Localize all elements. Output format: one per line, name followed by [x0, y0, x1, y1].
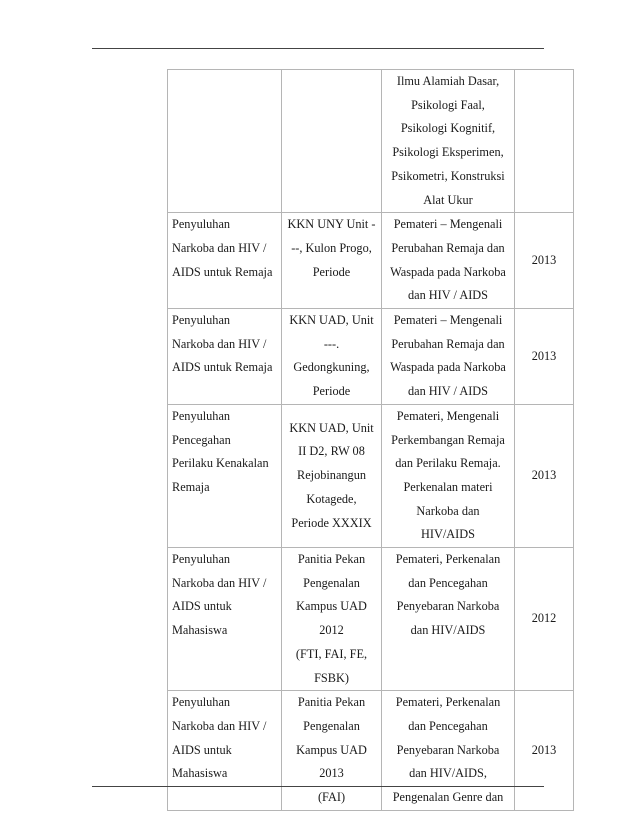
role-line: Pemateri, Perkenalan: [395, 695, 501, 710]
activities-table: [167, 69, 574, 811]
role-line: Perkembangan Remaja: [391, 432, 505, 447]
role-line: Pemateri, Perkenalan: [395, 552, 501, 567]
table-body: [168, 70, 574, 811]
role-cell: [382, 548, 515, 691]
table-row: [168, 70, 574, 213]
header-rule: [92, 48, 544, 49]
table-row: [168, 213, 574, 309]
role-line: dan Pencegahan: [408, 718, 488, 733]
year-cell: 2013: [515, 691, 574, 811]
role-line: Psikometri, Konstruksi: [391, 168, 505, 183]
role-line: Pemateri, Mengenali: [396, 408, 500, 423]
table-row: [168, 691, 574, 811]
role-line: dan HIV / AIDS: [407, 288, 489, 303]
organizer-line: --, Kulon Progo,: [291, 240, 372, 255]
role-line: dan HIV/AIDS,: [409, 766, 487, 781]
activity-line: AIDS untuk: [172, 599, 232, 614]
role-cell: [382, 309, 515, 405]
organizer-cell: [282, 548, 382, 691]
role-cell: [382, 213, 515, 309]
activity-line: AIDS untuk Remaja: [172, 264, 273, 279]
organizer-cell: [282, 404, 382, 547]
activity-line: Penyuluhan: [172, 313, 231, 328]
organizer-line: Pengenalan: [303, 575, 360, 590]
organizer-cell: [282, 691, 382, 811]
organizer-line: Rejobinangun: [297, 468, 366, 483]
role-line: Pengenalan Genre dan: [392, 790, 504, 805]
role-line: dan HIV/AIDS: [410, 623, 486, 638]
year-cell: 2012: [515, 548, 574, 691]
organizer-line: ---.: [323, 336, 340, 351]
role-cell: [382, 404, 515, 547]
role-line: Psikologi Faal,: [411, 97, 485, 112]
role-line: Psikologi Kognitif,: [400, 121, 496, 136]
organizer-line: Periode: [312, 384, 351, 399]
organizer-line: Periode: [312, 264, 351, 279]
activity-cell: [168, 691, 282, 811]
year-cell: 2013: [515, 309, 574, 405]
organizer-line: 2013: [319, 766, 344, 781]
activity-line: Narkoba dan HIV /: [172, 336, 267, 351]
role-line: dan Pencegahan: [408, 575, 488, 590]
year-cell: [515, 70, 574, 213]
role-line: Pemateri – Mengenali: [393, 217, 503, 232]
activity-cell: [168, 213, 282, 309]
role-line: Alat Ukur: [423, 192, 473, 207]
organizer-line: Periode XXXIX: [291, 515, 372, 530]
role-line: Waspada pada Narkoba: [390, 360, 506, 375]
role-line: HIV/AIDS: [421, 527, 475, 542]
role-line: Pemateri – Mengenali: [393, 313, 503, 328]
activity-line: Penyuluhan: [172, 217, 231, 232]
role-line: dan HIV / AIDS: [407, 384, 489, 399]
activity-line: Narkoba dan HIV /: [172, 575, 267, 590]
year-cell: 2013: [515, 404, 574, 547]
activity-line: Mahasiswa: [172, 766, 228, 781]
role-line: Ilmu Alamiah Dasar,: [396, 74, 500, 88]
year-cell: 2013: [515, 213, 574, 309]
organizer-line: Kotagede,: [306, 491, 357, 506]
table-row: [168, 548, 574, 691]
organizer-line: Panitia Pekan: [297, 695, 366, 710]
organizer-cell: [282, 309, 382, 405]
activity-cell: [168, 404, 282, 547]
organizer-line: KKN UAD, Unit: [289, 420, 374, 435]
activity-cell: [168, 70, 282, 213]
activity-line: Pencegahan: [172, 432, 231, 447]
organizer-line: Panitia Pekan: [297, 552, 366, 567]
activity-line: Narkoba dan HIV /: [172, 718, 267, 733]
role-line: Penyebaran Narkoba: [396, 599, 500, 614]
activity-line: Perilaku Kenakalan: [172, 456, 269, 471]
activity-line: AIDS untuk Remaja: [172, 360, 273, 375]
role-cell: [382, 691, 515, 811]
activity-line: Mahasiswa: [172, 623, 228, 638]
organizer-line: Kampus UAD: [296, 599, 367, 614]
organizer-cell: [282, 70, 382, 213]
role-line: Waspada pada Narkoba: [390, 264, 506, 279]
activity-line: Penyuluhan: [172, 552, 231, 567]
activity-line: Narkoba dan HIV /: [172, 240, 267, 255]
organizer-line: KKN UAD, Unit: [289, 313, 374, 328]
role-line: Perubahan Remaja dan: [391, 336, 505, 351]
activity-cell: [168, 548, 282, 691]
activity-line: Penyuluhan: [172, 695, 231, 710]
role-line: dan Perilaku Remaja.: [395, 456, 501, 471]
organizer-line: II D2, RW 08: [298, 444, 365, 459]
footer-rule: [92, 786, 544, 787]
role-line: Narkoba dan: [416, 503, 480, 518]
activity-cell: [168, 309, 282, 405]
organizer-line: (FTI, FAI, FE,: [295, 646, 368, 661]
role-line: Penyebaran Narkoba: [396, 742, 500, 757]
organizer-line: FSBK): [314, 670, 349, 685]
organizer-line: (FAI): [317, 790, 346, 805]
organizer-cell: [282, 213, 382, 309]
role-line: Psikologi Eksperimen,: [392, 145, 504, 160]
table-row: [168, 404, 574, 547]
activity-line: AIDS untuk: [172, 742, 232, 757]
organizer-line: Kampus UAD: [296, 742, 367, 757]
organizer-line: KKN UNY Unit -: [287, 217, 376, 232]
organizer-line: Gedongkuning,: [293, 360, 370, 375]
role-line: Perubahan Remaja dan: [391, 240, 505, 255]
activity-line: Remaja: [172, 479, 210, 494]
organizer-line: 2012: [319, 623, 344, 638]
role-cell: [382, 70, 515, 213]
table-row: [168, 309, 574, 405]
role-line: Perkenalan materi: [403, 479, 493, 494]
activity-line: Penyuluhan: [172, 408, 231, 423]
organizer-line: Pengenalan: [303, 718, 360, 733]
